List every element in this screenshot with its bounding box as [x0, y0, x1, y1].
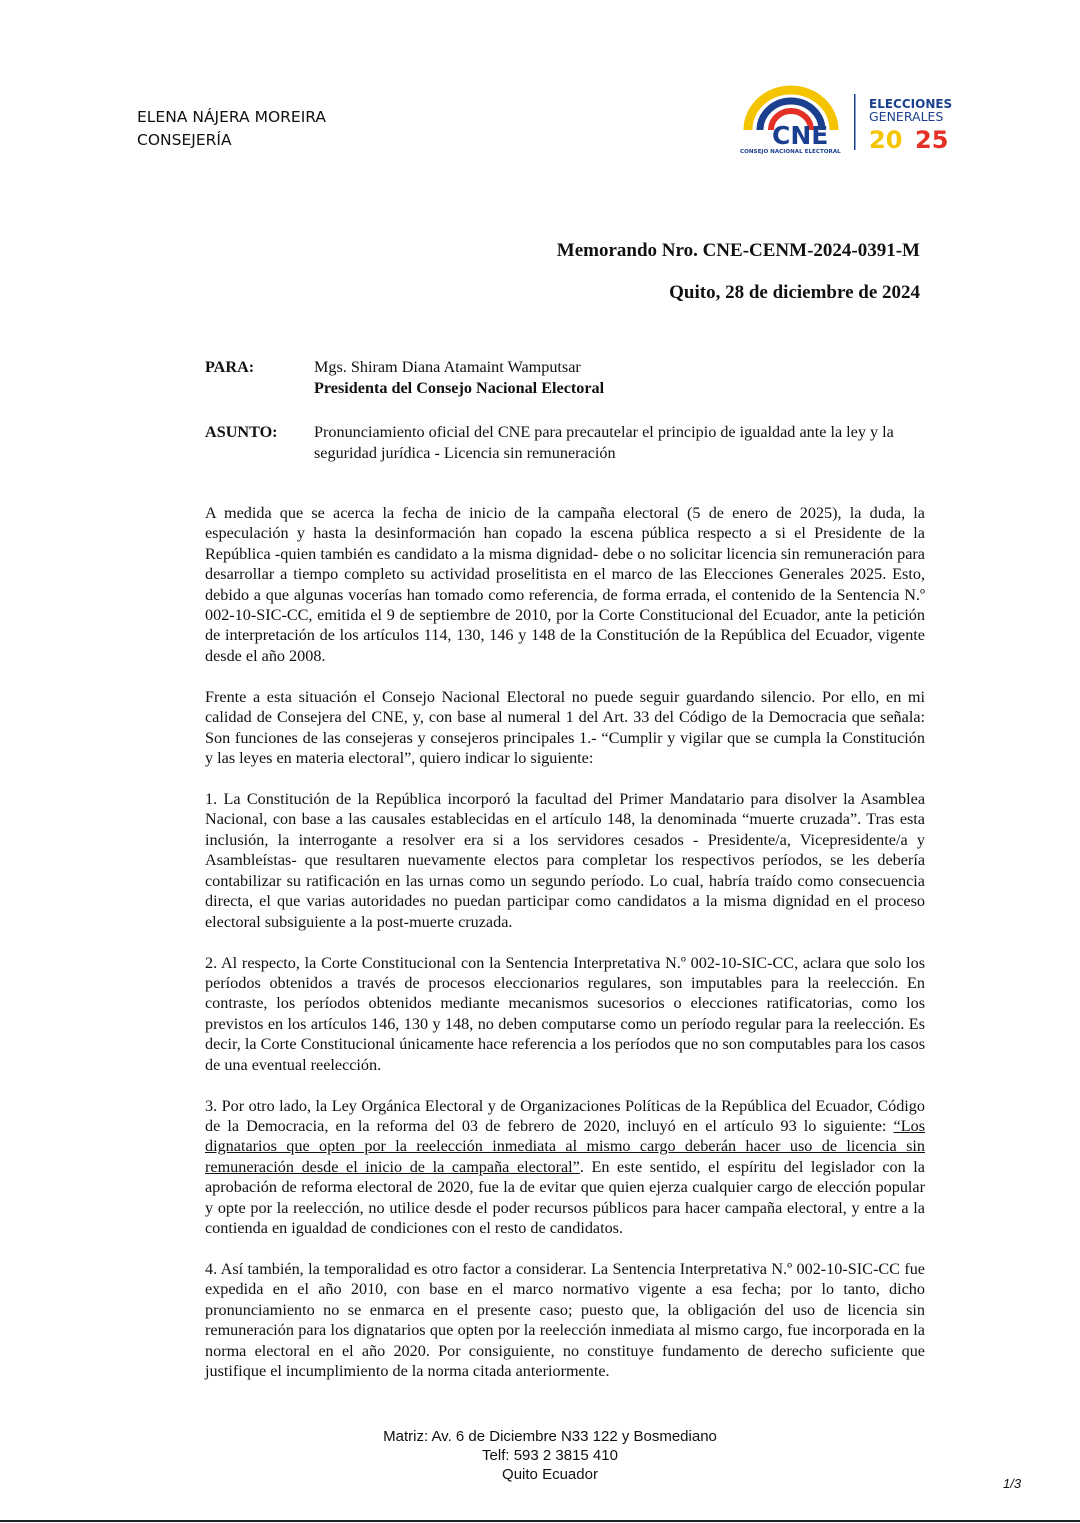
- asunto-label: ASUNTO:: [205, 423, 278, 441]
- memo-number: Memorando Nro. CNE-CENM-2024-0391-M: [556, 240, 920, 261]
- asunto-field: [205, 422, 927, 464]
- page-number: 1/3: [1003, 1476, 1022, 1491]
- logo-org-name: CONSEJO NACIONAL ELECTORAL: [740, 149, 841, 155]
- page-bottom-edge: [0, 1520, 1080, 1522]
- footer-address: Matriz: Av. 6 de Diciembre N33 122 y Bosmediano: [383, 1428, 717, 1445]
- memo-body: [205, 503, 925, 1402]
- para-field: [205, 357, 927, 399]
- cne-elecciones-logo: [732, 84, 968, 156]
- body-point-3: [205, 1096, 925, 1239]
- body-point-3-rest: . En este sentido, el espíritu del legislador con la aprobación de reforma electoral de 2020, fue la de evitar que quien ejerza cualquier cargo de elección popular y opte por la reelección, no utilice desde el poder recursos públicos para hacer campaña electoral, y entre a la contienda en igualdad de condiciones con el resto de candidatos.: [205, 1157, 925, 1237]
- body-point-1: 1. La Constitución de la República incorporó la facultad del Primer Mandatario para disolver la Asamblea Nacional, con base a las causales establecidas en el artículo 148, la denominada “muerte cruzada”. Tras esta inclusión, la interrogante a resolver era si a los servidores cesados - Presidente/a, Vicepresidente/a y Asambleístas- que resultaren nuevamente electos para completar los respectivos períodos, se les debería contabilizar su ratificación en las urnas como un segundo período. Lo cual, habría traído como consecuencia directa, el que varias autoridades no puedan participar como candidatos a la misma dignidad en el proceso electoral subsiguiente a la post-muerte cruzada.: [205, 790, 925, 931]
- footer-city: Quito Ecuador: [502, 1466, 598, 1483]
- logo-event-line2: GENERALES: [869, 109, 944, 124]
- body-paragraph-position: Frente a esta situación el Consejo Nacional Electoral no puede seguir guardando silencio. Por ello, en mi calidad de Consejera del CNE, y, con base al numeral 1 del Art. 33 del Código de la Democracia que señala: Son funciones de las consejeras y consejeros principales 1.- “Cumplir y vigilar que se cumpla la Constitución y las leyes en materia electoral”, quiero indicar lo siguiente:: [205, 687, 925, 768]
- memo-date: Quito, 28 de diciembre de 2024: [669, 282, 920, 303]
- asunto-text: Pronunciamiento oficial del CNE para precautelar el principio de igualdad ante la ley y la seguridad jurídica - Licencia sin remuneración: [314, 423, 894, 462]
- cne-logo-icon: [732, 84, 968, 156]
- body-paragraph-intro: A medida que se acerca la fecha de inicio de la campaña electoral (5 de enero de 2025), la duda, la especulación y hasta la desinformación han copado la escena pública respecto a si el Presidente de la República -quien también es candidato a la misma dignidad- debe o no solicitar licencia sin remuneración para desarrollar a tiempo completo su actividad proselitista en el marco de las Elecciones Generales 2025. Esto, debido a que algunas vocerías han tomado como referencia, de forma errada, el contenido de la Sentencia N.º 002-10-SIC-CC, emitida el 9 de septiembre de 2010, por la Corte Constitucional del Ecuador, ante la petición de interpretación de los artículos 114, 130, 146 y 148 de la Constitución de la República del Ecuador, vigente desde el año 2008.: [205, 504, 925, 665]
- logo-event-line1: ELECCIONES: [869, 97, 953, 111]
- logo-year-part2: 25: [915, 126, 949, 154]
- author-department: CONSEJERÍA: [137, 131, 232, 149]
- footer-phone: Telf: 593 2 3815 410: [482, 1447, 618, 1464]
- body-point-2: 2. Al respecto, la Corte Constitucional con la Sentencia Interpretativa N.º 002-10-SIC-CC, aclara que solo los períodos obtenidos a través de procesos eleccionarios regulares, son imputables para la reelección. En contraste, los períodos obtenidos mediante mecanismos sucesorios o elecciones ratificatorias, como los previstos en los artículos 146, 130 y 148, no deben computarse como un período regular para la reelección. Es decir, la Corte Constitucional únicamente hace referencia a los períodos que no son computables para los casos de una eventual reelección.: [205, 953, 925, 1074]
- page-footer: [0, 1427, 1080, 1484]
- para-label: PARA:: [205, 358, 255, 376]
- logo-year-part1: 20: [869, 126, 903, 154]
- author-name: ELENA NÁJERA MOREIRA: [137, 108, 327, 126]
- recipient-title: Presidenta del Consejo Nacional Electoral: [314, 379, 605, 397]
- body-point-3-intro: 3. Por otro lado, la Ley Orgánica Electoral y de Organizaciones Políticas de la República del Ecuador, Código de la Democracia, en la reforma del 03 de febrero de 2020, incluyó en el artículo 93 lo siguiente:: [205, 1096, 925, 1135]
- body-point-4: 4. Así también, la temporalidad es otro factor a considerar. La Sentencia Interpretativa N.º 002-10-SIC-CC fue expedida en el año 2010, con base en el marco normativo vigente a esa fecha; por lo tanto, dicho pronunciamiento no se enmarca en el presente caso; puesto que, la obligación del uso de licencia sin remuneración para los dignatarios que opten por la reelección inmediata al mismo cargo, fue incorporada en la norma electoral en el año 2020. Por consiguiente, no constituye fundamento de derecho suficiente que justifique el incumplimiento de la norma citada anteriormente.: [205, 1259, 925, 1380]
- article-93-quote: “Los dignatarios que opten por la reelección inmediata al mismo cargo deberán hacer uso de licencia sin remuneración desde el inicio de la campaña electoral”: [205, 1116, 925, 1176]
- letterhead-author: [137, 106, 326, 152]
- logo-acronym: CNE: [772, 121, 829, 150]
- recipient-name: Mgs. Shiram Diana Atamaint Wamputsar: [314, 358, 581, 376]
